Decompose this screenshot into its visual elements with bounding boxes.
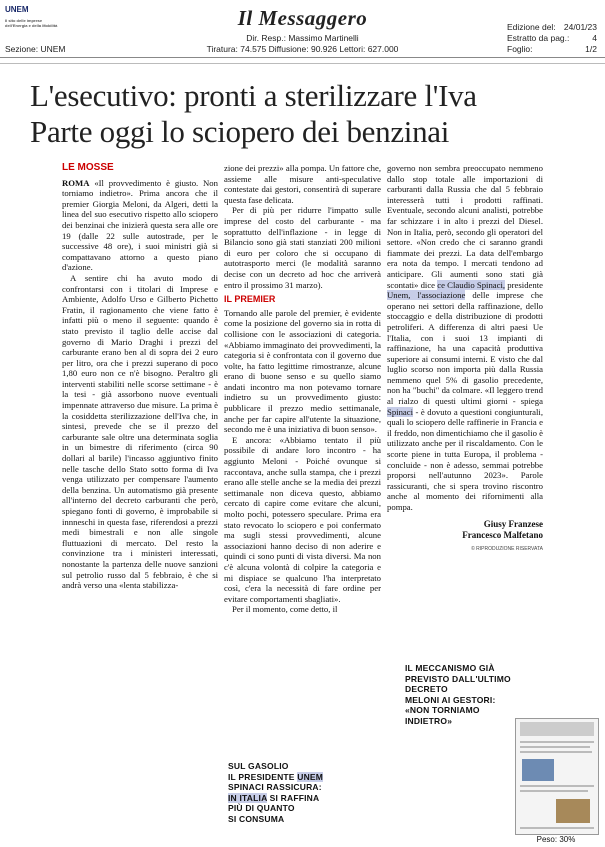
box-right-line-4: MELONI AI GESTORI: xyxy=(405,694,496,705)
thumbnail-photo-2 xyxy=(556,799,590,823)
edition-value: 24/01/23 xyxy=(563,22,597,32)
box-bottom-line-6: SI CONSUMA xyxy=(228,813,285,824)
byline xyxy=(387,519,543,541)
clipping-header xyxy=(0,0,605,60)
thumbnail-text-line xyxy=(520,751,592,753)
col2-paragraph-4: E ancora: «Abbiamo tentato il più possibile di andare loro incontro - ha aggiunto Meloni - Poiché ovunque si raccontava, anche sulla stampa, che i prezzi erano alle stelle anche se la media dei prezzi settimanale non diceva questo, abbiamo cercato di capire come evitare che alcuni, molto pochi, potessero speculare. Prima era stato revocato lo sciopero e poi confermato ma sugli stessi provvedimenti, alcune associazioni hanno deciso di non aderire e quindi ci sono punti di vista diversi. Ma non c'è alcuna volontà di colpire la categoria e mi dispiace se qualcuno l'ha interpretato così, c'era la necessità di fare ordine per evitare comportamenti sbagliati». xyxy=(224,434,381,604)
highlight-spinaci: Spinaci xyxy=(387,406,414,417)
col3-p1-text: governo non sembra preoccupato nemmeno dallo stop totale alle importazioni di carburanti dalla Russia che dal 5 febbraio interesserà tutti i prodotti raffinati. Eventuale, secondo alcuni analisti, potrebbe far schizzare i in alto i prezzi del Diesel. Non in Italia, però, secondo gli operatori del settore. «Non credo che ci saranno grandi fiammate dei prezzi. La data dell'embargo era nota da tempo. I mercati tendono ad anticipare. Gli aumenti sono stati già scontati» dice xyxy=(387,163,543,290)
extract-value: 4 xyxy=(592,33,597,43)
highlight-italia-box: IN ITALIA xyxy=(228,792,268,803)
box-bottom-line-5: PIÙ DI QUANTO xyxy=(228,803,295,813)
author-1: Giusy Franzese xyxy=(483,518,543,529)
col2-paragraph-2: Per di più per ridurre l'impatto sulle imprese del costo del carburante - ma soprattutto dell'inflazione - in legge di Bilancio sono già stati stanziati 200 milioni di euro per coloro che si occupano di autotrasporto merci (le modalità saranno decise con un decreto ad hoc che arriverà entro il prossimo 31 marzo). xyxy=(224,205,381,290)
thumbnail-text-line xyxy=(520,785,594,787)
newspaper-name: Il Messaggero xyxy=(237,6,368,30)
box-bottom-line-2 xyxy=(228,772,378,783)
col2-paragraph-3: Tornando alle parole del premier, è evidente come la posizione del governo sia in rotta di collisione con le associazioni di categoria. «Abbiamo immaginato dei provvedimenti, la categoria si è confrontata con il governo due volte, ha fatto legittime rimostranze, alcune erano di buone senso e su quello siamo andati incontro ma non potevamo tornare indietro su un provvedimento giusto: pubblicare il prezzo medio settimanale, anche per far capire all'utente la situazione, secondo me è una iniziativa di buon senso». xyxy=(224,307,381,435)
box-bottom-line-3: SPINACI RASSICURA: xyxy=(228,782,322,792)
highlight-unem: Unem, l'associazione xyxy=(387,290,466,301)
box-bottom-line-4 xyxy=(228,793,378,804)
article-column-2 xyxy=(224,163,381,615)
col3-paragraph-1 xyxy=(387,163,543,513)
col3-p3-text: - è dovuto a questioni congiunturali, quali lo sciopero delle raffinerie in Francia e il freddo, non dimentichiamo che il gasolio è utilizzato anche per il riscaldamento. Con le scorte piene in tutta Europa, il problema - concluide - non è adesso, semmai potrebbe proporsi nell'autunno 2023». Parole rassicuranti, che si spera trovino riscontro anche al momento dei rifornimenti alla pompa. xyxy=(387,406,543,512)
col1-p1-text: «Il provvedimento è giusto. Non torniamo indietro». Prima ancora che il premier Giorgia Meloni, da Algeri, detti la linea del suo esecutivo rispetto allo sciopero dei benzinai che inizierà questa sera alle ore 19 (dalle 22 sulle autostrade, per le successive 48 ore), i suoi ministri già si compattavano attorno a questo piano d'azione. xyxy=(62,177,218,273)
box-right-line-6: INDIETRO» xyxy=(405,715,453,726)
page-thumbnail xyxy=(515,718,599,835)
pull-quote-right xyxy=(405,663,535,726)
col1-paragraph-2: A sentire chi ha avuto modo di confrontarsi con i titolari di Imprese e Ambiente, Adolfo Urso e Gilberto Pichetto Fratin, il ragionamento che viene fatto è infatti più o meno il seguente: quando è stato previsto il taglio delle accise dal governo di Mario Draghi i prezzi del carburante erano ben al di sopra dei 2 euro per litro, ora che i prezzi superano di poco 1,80 euro non ce n'è bisogno. Peraltro gli interventi stabiliti nelle scorse settimane - è la tesi - già assorbono nuove eventuali impennate attraverso due misure. La prima è la cosiddetta sterilizzazione dell'Iva che, in sintesi, prevede che se il prezzo del carburante sale oltre una determinata soglia in un bimestre di riferimento (circa 90 dollari al barile) l'incasso aggiuntivo finito nelle tasche dello Stato sotto forma di Iva venga utilizzato per compensare l'aumento della benzina. Un automatismo già presente all'interno del decreto carburanti che però, spiegano fonti di governo, è improbabile si innneschi in questa fase, riferendosi a prezzi medi bimestrali e non alle singole fluttuazioni di mercato. Del resto la convinzione tra i ministeri interessati, nonostante la partenza delle nuove sanzioni sul petrolio russo dal 5 febbraio, è che si andrà verso una «lenta stabilizza- xyxy=(62,272,218,591)
pull-quote-bottom xyxy=(228,761,378,824)
thumbnail-photo xyxy=(522,759,554,781)
thumbnail-text-line xyxy=(520,746,590,748)
col3-p2a-text: presidente xyxy=(505,279,544,290)
article-headline xyxy=(30,78,590,150)
director-line: Dir. Resp.: Massimo Martinelli xyxy=(246,33,359,43)
col1-paragraph-1 xyxy=(62,178,218,273)
box-bottom-l4b: SI RAFFINA xyxy=(267,792,320,803)
sheet-label: Foglio: xyxy=(507,44,533,54)
circulation-line: Tiratura: 74.575 Diffusione: 90.926 Lettori: 627.000 xyxy=(206,44,399,54)
box-right-line-1: IL MECCANISMO GIÀ xyxy=(405,663,495,673)
page-weight: Peso: 30% xyxy=(536,835,576,844)
box-bottom-line-1: SUL GASOLIO xyxy=(228,761,289,771)
col2-paragraph-5: Per il momento, come detto, il xyxy=(232,604,338,615)
dateline: ROMA xyxy=(62,177,90,188)
thumbnail-text-line xyxy=(520,827,594,829)
header-rule-top xyxy=(0,57,605,58)
copyright-note: © RIPRODUZIONE RISERVATA xyxy=(471,545,543,552)
headline-line-2: Parte oggi lo sciopero dei benzinai xyxy=(30,114,450,149)
box-right-line-5: «NON TORNIAMO xyxy=(405,705,480,715)
edition-label: Edizione del: xyxy=(507,22,556,32)
thumbnail-text-line xyxy=(520,790,588,792)
box-right-line-3: DECRETO xyxy=(405,684,448,694)
article-column-1 xyxy=(62,163,218,591)
col2-paragraph-1: zione dei prezzi» alla pompa. Un fattore che, assieme alle misure anti-speculative contestate dai gestori, consentirà di superare questa fase delicata. xyxy=(224,163,381,205)
box-right-line-2: PREVISTO DALL'ULTIMO xyxy=(405,673,511,684)
box-bottom-l2a: IL PRESIDENTE xyxy=(228,771,298,782)
thumbnail-headline-block xyxy=(520,722,594,736)
subhead-premier: IL PREMIER xyxy=(224,294,276,305)
article-column-3 xyxy=(387,163,543,554)
thumbnail-text-line xyxy=(520,741,594,743)
extract-label: Estratto da pag.: xyxy=(507,33,570,43)
article-kicker: LE MOSSE xyxy=(62,162,114,173)
logo-subtitle: Il sito delle imprese dell'Energia e della Mobilità xyxy=(5,18,58,28)
logo-mark: UNEM xyxy=(5,5,29,14)
header-rule-bottom xyxy=(0,63,605,64)
highlight-unem-box: UNEM xyxy=(297,771,324,782)
section-label: Sezione: UNEM xyxy=(5,44,66,54)
sheet-value: 1/2 xyxy=(585,44,597,54)
edition-info xyxy=(507,22,597,55)
highlight-spinaci-name: ce Claudio Spinaci, xyxy=(437,279,506,290)
headline-line-1: L'esecutivo: pronti a sterilizzare l'Iva xyxy=(30,78,477,113)
col3-p2b-text: delle imprese che operano nei settori della raffinazione, dello stoccaggio e della distribuzione di prodotti petroliferi. A differenza di altri paesi Ue l'Italia, con i suoi 13 impianti di raffinazione, ha una capacità produttiva superiore ai consumi interni. E visto che dal luglio scorso non importa più dalla Russia nemmeno quel 5% di gasolio precedente, non ha "buchi" da colmare. «Il leggero trend al rialzo di questi ultimi giorni - spiega xyxy=(387,290,543,407)
author-2: Francesco Malfetano xyxy=(462,529,543,540)
